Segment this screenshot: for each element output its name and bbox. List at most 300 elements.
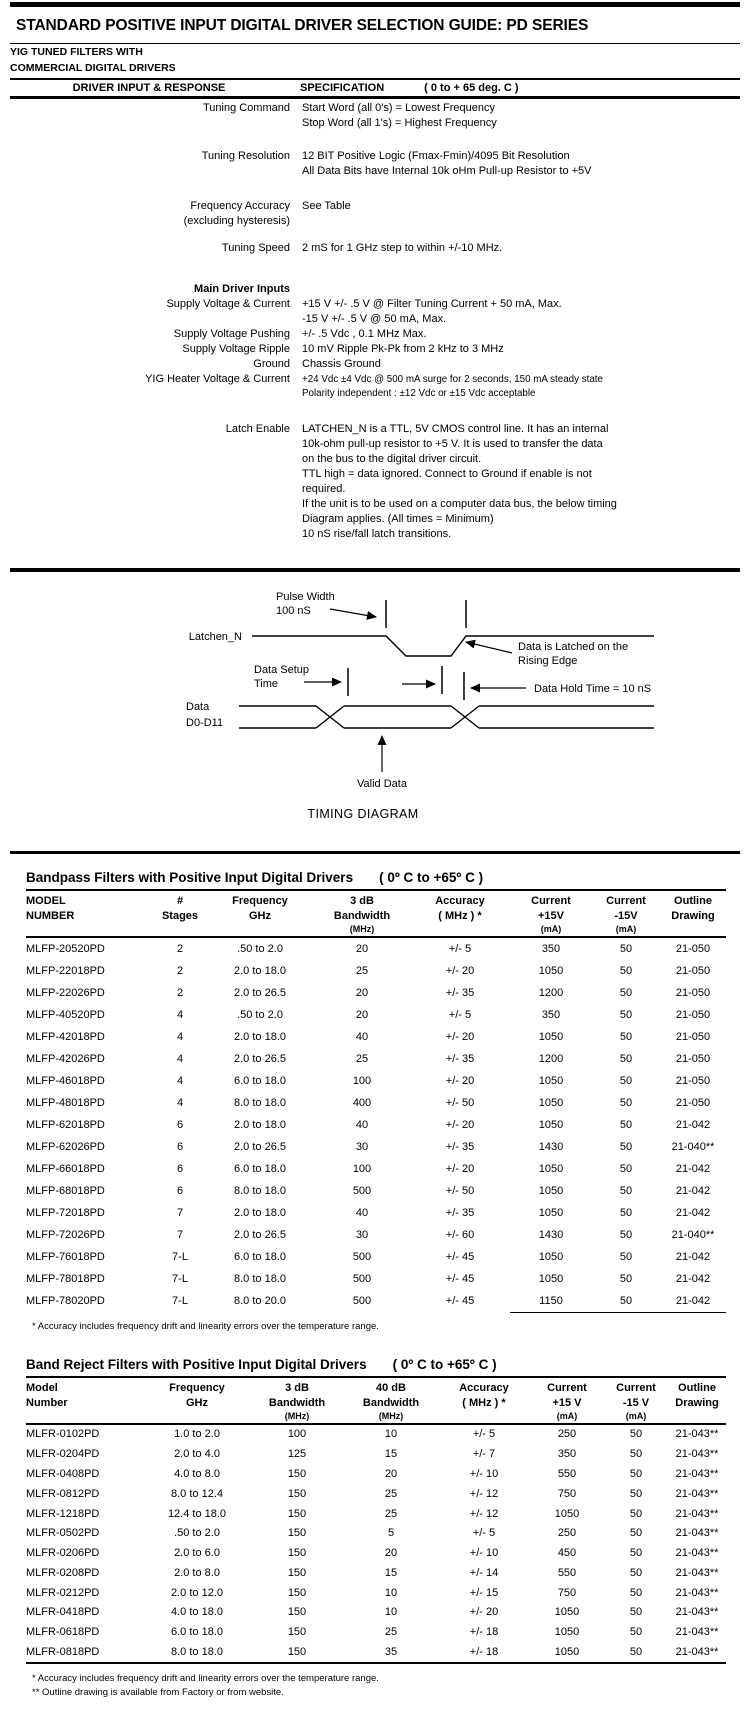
table-cell: 40 <box>355 1206 369 1219</box>
table-cell: 50 <box>619 1162 633 1175</box>
table-cell: MLFP-68018PD <box>26 1184 105 1197</box>
table-cell: 1050 <box>538 964 564 977</box>
table-cell: MLFP-46018PD <box>26 1074 105 1087</box>
table-cell: 21-040** <box>671 1140 715 1153</box>
latched-arrow <box>466 642 512 653</box>
table-cell: 4.0 to 8.0 <box>174 1467 220 1480</box>
bandreject-temp-range: ( 0º C to +65º C ) <box>392 1357 497 1372</box>
table-cell: 500 <box>352 1294 372 1307</box>
spec-row <box>8 282 742 297</box>
table-cell: 150 <box>287 1547 307 1560</box>
spec-row <box>8 357 742 372</box>
table-cell: 40 <box>355 1118 369 1131</box>
table-cell: 50 <box>629 1428 643 1441</box>
table-header-row <box>26 890 726 937</box>
table-cell: MLFP-66018PD <box>26 1162 105 1175</box>
table-cell: 1050 <box>538 1162 564 1175</box>
column-header: Frequency GHz <box>144 1377 250 1424</box>
spec-label: Tuning Resolution <box>201 150 290 162</box>
table-cell: 21-050 <box>675 964 711 977</box>
spec-label: Tuning Speed <box>221 242 290 254</box>
table-cell: 2.0 to 26.5 <box>234 986 286 999</box>
table-cell: MLFP-42018PD <box>26 1030 105 1043</box>
table-cell: 100 <box>287 1428 307 1441</box>
table-cell: 8.0 to 20.0 <box>234 1294 286 1307</box>
table-cell: 25 <box>384 1507 398 1520</box>
table-header-row <box>26 1377 726 1424</box>
spec-row <box>8 327 742 342</box>
table-cell: +/- 14 <box>469 1566 499 1579</box>
table-cell: +/- 18 <box>438 1643 530 1664</box>
table-cell: 500 <box>352 1184 372 1197</box>
table-cell: 50 <box>619 1052 633 1065</box>
table-cell: +/- 5 <box>448 942 472 955</box>
bandreject-table-title <box>26 1357 742 1372</box>
table-row <box>26 1158 726 1180</box>
spec-label: Latch Enable <box>225 423 290 435</box>
table-row <box>26 1070 726 1092</box>
table-cell: 1050 <box>538 1184 564 1197</box>
spec-column-headers <box>8 80 742 96</box>
table-cell: 150 <box>287 1507 307 1520</box>
table-cell: 2.0 to 26.5 <box>234 1140 286 1153</box>
divider <box>10 851 740 854</box>
table-cell: 1150 <box>539 1294 563 1307</box>
pulse-width-value: 100 nS <box>276 605 311 617</box>
table-cell: 12.4 to 18.0 <box>167 1507 227 1520</box>
table-row <box>26 1504 726 1524</box>
table-cell: 30 <box>355 1140 369 1153</box>
table-cell: +/- 18 <box>469 1626 499 1639</box>
spec-row <box>8 297 742 327</box>
spec-value: See Table <box>302 200 351 212</box>
table-cell: 50 <box>619 1118 633 1131</box>
data-bus-waveform <box>239 706 654 728</box>
table-cell: 6.0 to 18.0 <box>234 1074 286 1087</box>
divider <box>10 568 740 572</box>
table-cell: MLFR-0502PD <box>26 1527 100 1540</box>
table-cell: 50 <box>619 1206 633 1219</box>
subtitle-line-1: YIG TUNED FILTERS WITH <box>10 46 143 58</box>
table-cell: MLFR-0208PD <box>26 1566 100 1579</box>
table-cell: +/- 20 <box>445 1162 475 1175</box>
table-cell: 2 <box>176 986 184 999</box>
document-page <box>0 2 750 1699</box>
table-cell: 7 <box>176 1206 184 1219</box>
spec-label: Supply Voltage Pushing <box>173 328 290 340</box>
table-cell: 1200 <box>538 1052 564 1065</box>
table-cell: 100 <box>352 1162 372 1175</box>
top-rule-bar <box>10 2 740 7</box>
table-cell: 25 <box>384 1487 398 1500</box>
table-row <box>26 1603 726 1623</box>
spec-row <box>8 342 742 357</box>
table-row <box>26 1424 726 1445</box>
table-cell: 4 <box>176 1030 184 1043</box>
latchen-signal-label: Latchen_N <box>188 631 242 643</box>
table-cell: 550 <box>557 1566 577 1579</box>
bandpass-filters-table <box>26 889 726 1312</box>
table-cell: +/- 5 <box>472 1428 496 1441</box>
table-cell: 6 <box>176 1118 184 1131</box>
spec-value: 10 mV Ripple Pk-Pk from 2 kHz to 3 MHz <box>302 343 504 355</box>
table-row <box>26 1224 726 1246</box>
spec-label: Supply Voltage Ripple <box>182 343 290 355</box>
data-bus-label-line-1: Data <box>186 701 210 713</box>
table-cell: +/- 35 <box>445 986 475 999</box>
table-cell: MLFR-0812PD <box>26 1487 100 1500</box>
hold-time-label: Data Hold Time = 10 nS <box>534 683 652 695</box>
table-row <box>26 1290 726 1312</box>
spec-value: +/- .5 Vdc , 0.1 MHz Max. <box>302 328 427 340</box>
table-cell: 2.0 to 18.0 <box>234 964 286 977</box>
table-cell: MLFR-0818PD <box>26 1643 144 1664</box>
column-header: Frequency GHz <box>206 890 314 937</box>
table-cell: 21-043** <box>675 1547 719 1560</box>
column-header: Current +15 V (mA) <box>530 1377 604 1424</box>
table-cell: +/- 60 <box>445 1228 475 1241</box>
table-cell: 150 <box>287 1487 307 1500</box>
table-row <box>26 1465 726 1485</box>
spec-row <box>8 422 742 542</box>
table-cell: 150 <box>287 1467 307 1480</box>
table-cell: 8.0 to 18.0 <box>234 1184 286 1197</box>
table-row <box>26 1643 726 1664</box>
table-row <box>26 1114 726 1136</box>
spec-row <box>8 241 742 256</box>
table-cell: 21-042 <box>675 1272 711 1285</box>
column-header: MODEL NUMBER <box>26 890 154 937</box>
table-row <box>26 1026 726 1048</box>
latched-note-line-2: Rising Edge <box>518 655 578 667</box>
table-cell: 21-050 <box>675 1096 711 1109</box>
spec-value <box>302 282 742 297</box>
table-cell: 21-042 <box>675 1206 711 1219</box>
bandreject-footnote-2: ** Outline drawing is available from Factory or from website. <box>32 1687 284 1699</box>
table-cell: MLFP-40520PD <box>26 1008 105 1021</box>
table-cell: +/- 20 <box>445 964 475 977</box>
table-cell: 7-L <box>172 1250 188 1263</box>
table-cell: 1050 <box>538 1118 564 1131</box>
table-cell: 4 <box>176 1074 184 1087</box>
table-cell: 1050 <box>538 1206 564 1219</box>
table-cell: 50 <box>619 1294 633 1307</box>
table-cell: 50 <box>629 1606 643 1619</box>
column-header: Current -15 V (mA) <box>604 1377 668 1424</box>
table-cell: 1050 <box>554 1626 580 1639</box>
table-cell: 1050 <box>538 1096 564 1109</box>
table-cell: 2.0 to 18.0 <box>234 1118 286 1131</box>
column-header: Outline Drawing <box>660 890 726 937</box>
table-cell: 1050 <box>538 1272 564 1285</box>
table-cell: 25 <box>384 1626 398 1639</box>
table-cell: 150 <box>287 1626 307 1639</box>
table-row <box>26 1136 726 1158</box>
column-header: # Stages <box>154 890 206 937</box>
table-cell: MLFP-48018PD <box>26 1096 105 1109</box>
table-cell: 2.0 to 12.0 <box>171 1586 223 1599</box>
table-cell: 21-043** <box>675 1527 719 1540</box>
table-cell: 21-042 <box>675 1184 711 1197</box>
table-cell: 21-043** <box>675 1626 719 1639</box>
table-cell: 50 <box>619 1096 633 1109</box>
table-cell: 350 <box>557 1448 577 1461</box>
table-cell: 350 <box>541 942 561 955</box>
table-cell: 6.0 to 18.0 <box>234 1162 286 1175</box>
table-cell: +/- 10 <box>469 1467 499 1480</box>
table-cell: +/- 50 <box>445 1184 475 1197</box>
table-cell: MLFP-22018PD <box>26 964 105 977</box>
table-row <box>26 960 726 982</box>
table-cell: +/- 12 <box>469 1507 499 1520</box>
table-cell: 50 <box>619 1228 633 1241</box>
table-cell: 50 <box>629 1626 643 1639</box>
table-cell: +/- 5 <box>472 1527 496 1540</box>
spec-label: YIG Heater Voltage & Current <box>145 373 290 385</box>
pulse-width-arrow <box>330 609 376 617</box>
timing-diagram-caption: TIMING DIAGRAM <box>307 807 419 821</box>
table-cell: 21-043** <box>675 1507 719 1520</box>
table-cell: 21-043** <box>675 1566 719 1579</box>
table-cell: +/- 12 <box>469 1487 499 1500</box>
table-cell: 2.0 to 18.0 <box>234 1030 286 1043</box>
table-cell: +/- 45 <box>445 1272 475 1285</box>
table-row <box>26 1563 726 1583</box>
table-row <box>26 1202 726 1224</box>
table-cell: 8.0 to 18.0 <box>234 1096 286 1109</box>
pulse-width-label: Pulse Width <box>276 591 335 603</box>
table-cell: 2.0 to 4.0 <box>174 1448 220 1461</box>
table-cell: 10 <box>384 1606 398 1619</box>
subtitle-line-2: COMMERCIAL DIGITAL DRIVERS <box>10 62 176 74</box>
spec-row <box>8 101 742 131</box>
table-cell: 21-043** <box>675 1467 719 1480</box>
table-cell: +/- 35 <box>445 1206 475 1219</box>
table-cell: 150 <box>287 1566 307 1579</box>
table-cell: 6.0 to 18.0 <box>171 1626 223 1639</box>
table-cell: 50 <box>619 1008 633 1021</box>
table-cell: 50 <box>604 1643 668 1664</box>
table-cell: 250 <box>557 1428 577 1441</box>
table-cell: MLFR-0206PD <box>26 1547 100 1560</box>
column-header: Model Number <box>26 1377 144 1424</box>
latched-note-line-1: Data is Latched on the <box>518 641 629 653</box>
valid-data-label: Valid Data <box>357 778 407 790</box>
table-cell: 7 <box>176 1228 184 1241</box>
spec-value: Chassis Ground <box>302 358 381 370</box>
table-cell: MLFP-72026PD <box>26 1228 105 1241</box>
table-cell: 21-050 <box>675 1030 711 1043</box>
table-cell: 21-040** <box>671 1228 715 1241</box>
spec-header-driver-input: DRIVER INPUT & RESPONSE <box>72 82 226 94</box>
table-cell: 150 <box>287 1527 307 1540</box>
spec-header-temp-range: ( 0 to + 65 deg. C ) <box>424 82 519 94</box>
table-cell: 21-042 <box>675 1294 711 1307</box>
timing-diagram <box>14 576 724 791</box>
table-cell: +/- 15 <box>469 1586 499 1599</box>
table-cell: 100 <box>352 1074 372 1087</box>
table-cell: 2.0 to 26.5 <box>234 1052 286 1065</box>
setup-label-line-1: Data Setup <box>254 664 310 676</box>
table-cell: 21-042 <box>675 1118 711 1131</box>
table-cell: 30 <box>355 1228 369 1241</box>
table-cell: 15 <box>384 1566 398 1579</box>
data-bus-label-line-2: D0-D11 <box>186 717 224 729</box>
table-row <box>26 1048 726 1070</box>
table-cell: 7-L <box>172 1294 188 1307</box>
table-cell: 21-050 <box>675 942 711 955</box>
table-cell: 6 <box>176 1184 184 1197</box>
table-cell: MLFR-0102PD <box>26 1428 100 1441</box>
table-cell: 2.0 to 6.0 <box>174 1547 220 1560</box>
table-cell: 50 <box>619 1030 633 1043</box>
table-cell: 1050 <box>554 1606 580 1619</box>
column-header: 3 dB Bandwidth (MHz) <box>250 1377 344 1424</box>
table-cell: 50 <box>619 1140 633 1153</box>
spec-label: Supply Voltage & Current <box>166 298 290 310</box>
table-cell: 4 <box>176 1008 184 1021</box>
table-row <box>26 1445 726 1465</box>
table-row <box>26 1092 726 1114</box>
table-partial-underline <box>510 1312 726 1313</box>
table-cell: 50 <box>629 1566 643 1579</box>
bandpass-footnote: * Accuracy includes frequency drift and linearity errors over the temperature range. <box>32 1321 379 1332</box>
table-cell: 1050 <box>554 1507 580 1520</box>
table-cell: +/- 20 <box>469 1606 499 1619</box>
table-cell: +/- 50 <box>445 1096 475 1109</box>
table-cell: 50 <box>619 1250 633 1263</box>
table-cell: 125 <box>287 1448 307 1461</box>
table-cell: 21-050 <box>675 1008 711 1021</box>
table-cell: 1430 <box>538 1140 564 1153</box>
column-header: 3 dB Bandwidth (MHz) <box>314 890 410 937</box>
bandreject-title-text: Band Reject Filters with Positive Input Digital Drivers <box>26 1357 367 1372</box>
spec-row <box>8 372 742 400</box>
table-cell: 450 <box>557 1547 577 1560</box>
table-cell: 10 <box>384 1428 398 1441</box>
setup-label-line-2: Time <box>254 678 279 690</box>
table-cell: +/- 45 <box>445 1294 475 1307</box>
table-cell: 350 <box>541 1008 561 1021</box>
column-header: Current -15V (mA) <box>592 890 660 937</box>
table-cell: 2.0 to 26.5 <box>234 1228 286 1241</box>
table-cell: 750 <box>557 1487 577 1500</box>
page-title: STANDARD POSITIVE INPUT DIGITAL DRIVER SELECTION GUIDE: PD SERIES <box>16 17 589 34</box>
table-cell: +/- 20 <box>445 1074 475 1087</box>
table-cell: MLFR-1218PD <box>26 1507 100 1520</box>
table-cell: 20 <box>384 1467 398 1480</box>
table-cell: 50 <box>619 986 633 999</box>
table-cell: 50 <box>629 1448 643 1461</box>
specification-list <box>8 101 742 542</box>
table-cell: 400 <box>352 1096 372 1109</box>
table-cell: 25 <box>355 964 369 977</box>
spec-label: Tuning Command <box>202 102 290 114</box>
table-cell: 50 <box>629 1487 643 1500</box>
spec-value: LATCHEN_N is a TTL, 5V CMOS control line. It has an internal 10k-ohm pull-up resistor to +5 V. It is used to transfer the data on the bus to the digital driver circuit. TTL high = data ignored. Connect to Ground if enable is not required. If the unit is to be used on a computer data bus, the below timing Diagram applies. (All times = Minimum) 10 nS rise/fall latch transitions. <box>302 423 617 540</box>
table-cell: 10 <box>384 1586 398 1599</box>
table-cell: 1200 <box>538 986 564 999</box>
table-cell: 20 <box>355 942 369 955</box>
table-cell: MLFR-0204PD <box>26 1448 100 1461</box>
bandreject-filters-table <box>26 1376 726 1664</box>
table-row <box>26 1583 726 1603</box>
table-cell: MLFP-78020PD <box>26 1294 105 1307</box>
table-cell: 50 <box>619 964 633 977</box>
table-row <box>26 1544 726 1564</box>
table-cell: 150 <box>250 1643 344 1664</box>
table-cell: MLFR-0418PD <box>26 1606 100 1619</box>
table-cell: 50 <box>629 1527 643 1540</box>
table-cell: 1.0 to 2.0 <box>174 1428 220 1441</box>
table-cell: MLFP-78018PD <box>26 1272 105 1285</box>
spec-label: Frequency Accuracy (excluding hysteresis) <box>183 200 290 227</box>
table-cell: 1050 <box>530 1643 604 1664</box>
table-cell: 8.0 to 18.0 <box>234 1272 286 1285</box>
table-cell: +/- 20 <box>445 1118 475 1131</box>
table-cell: .50 to 2.0 <box>174 1527 220 1540</box>
table-cell: MLFP-22026PD <box>26 986 105 999</box>
spec-value: +15 V +/- .5 V @ Filter Tuning Current + 50 mA, Max. -15 V +/- .5 V @ 50 mA, Max. <box>302 298 562 325</box>
spec-value: 12 BIT Positive Logic (Fmax-Fmin)/4095 Bit Resolution All Data Bits have Internal 10k oHm Pull-up Resistor to +5V <box>302 150 592 177</box>
divider <box>10 96 740 99</box>
table-cell: 20 <box>355 986 369 999</box>
table-row <box>26 1623 726 1643</box>
table-cell: 500 <box>352 1272 372 1285</box>
table-row <box>26 1524 726 1544</box>
table-cell: +/- 35 <box>445 1052 475 1065</box>
table-cell: 21-042 <box>675 1162 711 1175</box>
table-cell: 250 <box>557 1527 577 1540</box>
table-cell: 20 <box>355 1008 369 1021</box>
table-row <box>26 937 726 960</box>
table-cell: +/- 7 <box>472 1448 496 1461</box>
table-cell: 550 <box>557 1467 577 1480</box>
table-cell: 21-043** <box>675 1606 719 1619</box>
table-cell: 50 <box>629 1467 643 1480</box>
table-row <box>26 982 726 1004</box>
spec-row <box>8 199 742 229</box>
spec-header-specification: SPECIFICATION <box>300 82 385 94</box>
table-cell: 21-042 <box>675 1250 711 1263</box>
table-cell: +/- 10 <box>469 1547 499 1560</box>
table-cell: 6 <box>176 1140 184 1153</box>
table-cell: 1050 <box>538 1030 564 1043</box>
spec-value: Start Word (all 0's) = Lowest Frequency Stop Word (all 1's) = Highest Frequency <box>302 102 497 129</box>
table-cell: 150 <box>287 1606 307 1619</box>
bandpass-temp-range: ( 0º C to +65º C ) <box>379 870 484 885</box>
bandreject-footnote-1: * Accuracy includes frequency drift and linearity errors over the temperature range. <box>32 1673 379 1685</box>
table-cell: 1430 <box>538 1228 564 1241</box>
table-cell: 50 <box>619 1272 633 1285</box>
table-cell: 5 <box>387 1527 395 1540</box>
table-cell: +/- 5 <box>448 1008 472 1021</box>
table-cell: 21-043** <box>675 1586 719 1599</box>
table-cell: 25 <box>355 1052 369 1065</box>
table-cell: .50 to 2.0 <box>237 942 283 955</box>
table-cell: MLFP-20520PD <box>26 942 105 955</box>
spec-row <box>8 149 742 179</box>
table-cell: 1050 <box>538 1250 564 1263</box>
table-row <box>26 1180 726 1202</box>
table-cell: MLFP-62026PD <box>26 1140 105 1153</box>
column-header: Accuracy ( MHz ) * <box>410 890 510 937</box>
table-cell: 8.0 to 18.0 <box>144 1643 250 1664</box>
spec-value: 2 mS for 1 GHz step to within +/-10 MHz. <box>302 242 503 254</box>
spec-value: +24 Vdc ±4 Vdc @ 500 mA surge for 2 seconds, 150 mA steady state Polarity independent : ±12 Vdc or ±15 Vdc acceptable <box>302 374 603 399</box>
table-cell: 4 <box>176 1052 184 1065</box>
spec-label: Ground <box>253 358 290 370</box>
